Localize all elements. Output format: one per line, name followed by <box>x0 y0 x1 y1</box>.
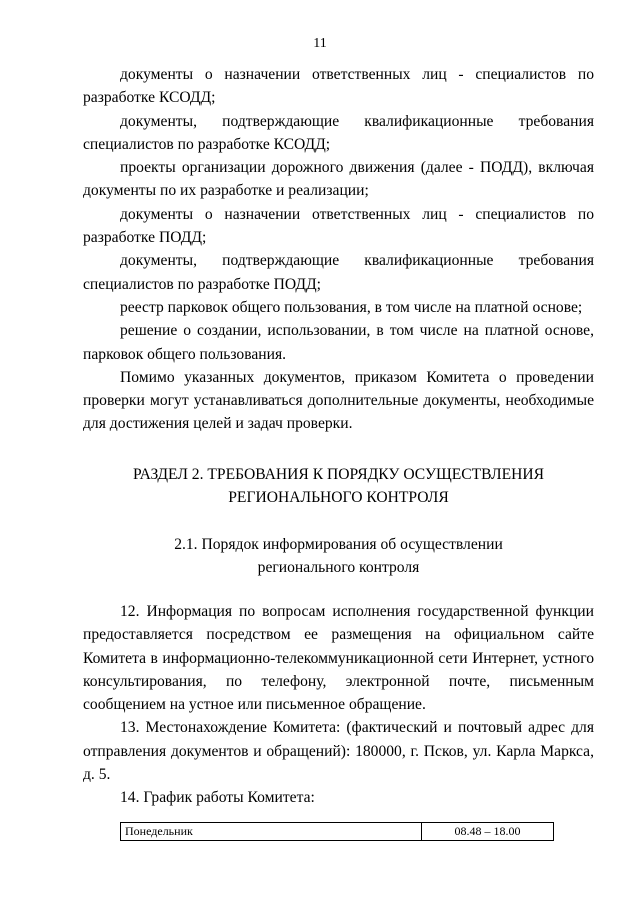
schedule-hours: 08.48 – 18.00 <box>422 823 554 841</box>
subsection-heading <box>83 533 594 580</box>
list-item: документы, подтверждающие квалификационные требования специалистов по разработке КСОДД; <box>83 112 594 153</box>
paragraph-13: 13. Местонахождение Комитета: (фактический и почтовый адрес для отправления документов и обращений): 180000, г. Псков, ул. Карла Маркса, д. 5. <box>83 719 594 784</box>
list-item: Помимо указанных документов, приказом Комитета о проведении проверки могут устанавливаться дополнительные документы, необходимые для достижения целей и задач проверки. <box>83 368 594 433</box>
table-row <box>121 823 554 841</box>
subsection-title-line1: 2.1. Порядок информирования об осуществлении <box>174 536 503 553</box>
section-heading <box>83 463 594 510</box>
paragraph-14: 14. График работы Комитета: <box>120 789 315 807</box>
list-item: документы о назначении ответственных лиц - специалистов по разработке КСОДД; <box>83 66 594 107</box>
section-title-line2: РЕГИОНАЛЬНОГО КОНТРОЛЯ <box>228 489 449 507</box>
body-paragraphs <box>83 600 594 810</box>
list-item: проекты организации дорожного движения (далее - ПОДД), включая документы по их разработке и реализации; <box>83 159 594 200</box>
list-item: реестр парковок общего пользования, в том числе на платной основе; <box>120 298 583 316</box>
section-title-line1: РАЗДЕЛ 2. ТРЕБОВАНИЯ К ПОРЯДКУ ОСУЩЕСТВЛЕНИЯ <box>132 466 545 483</box>
subsection-title-line2: регионального контроля <box>257 559 420 577</box>
schedule-day: Понедельник <box>121 823 422 841</box>
document-list <box>83 63 594 436</box>
schedule-table <box>120 822 554 841</box>
page-number: 11 <box>313 36 327 51</box>
list-item: решение о создании, использовании, в том числе на платной основе, парковок общего пользования. <box>83 322 594 363</box>
list-item: документы, подтверждающие квалификационные требования специалистов по разработке ПОДД; <box>83 252 594 293</box>
paragraph-12: 12. Информация по вопросам исполнения государственной функции предоставляется посредством ее размещения на официальном сайте Комитета в информационно-телекоммуникационной сети Интернет, устного консультирования, по телефону, электронной почте, письменным сообщением на устное или письменное обращение. <box>83 603 594 714</box>
list-item: документы о назначении ответственных лиц - специалистов по разработке ПОДД; <box>83 205 594 247</box>
